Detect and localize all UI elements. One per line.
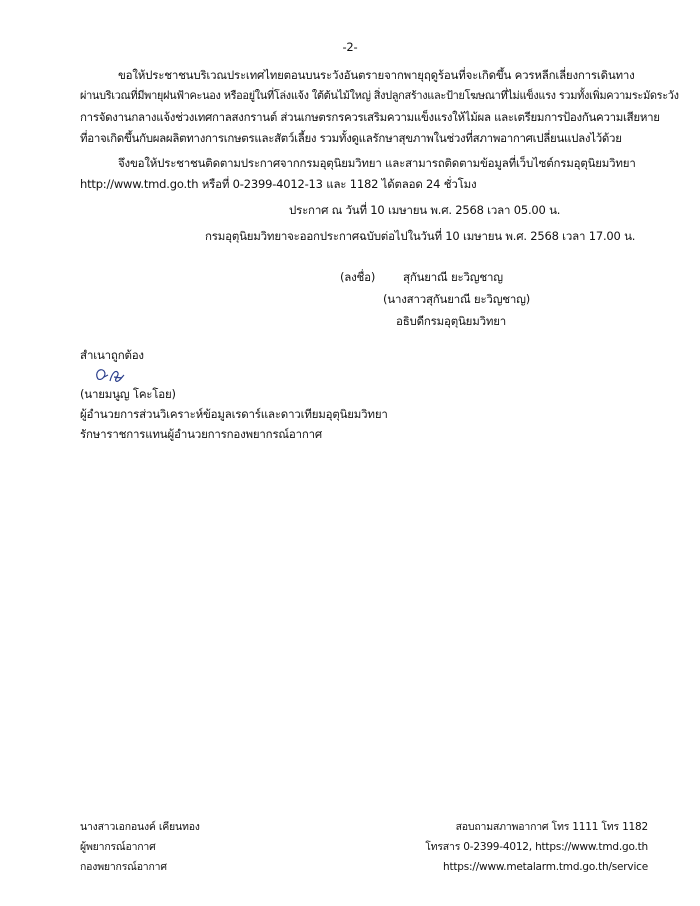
signatory-position: อธิบดีกรมอุตุนิยมวิทยา	[396, 314, 507, 328]
signatory-name: สุกันยาณี ยะวิญชาญ	[403, 270, 503, 284]
footer-right-line-3: https://www.metalarm.tmd.go.th/service	[443, 861, 648, 873]
footer-left-line-3: กองพยากรณ์อากาศ	[80, 861, 167, 873]
certified-label: สำเนาถูกต้อง	[80, 348, 144, 362]
paragraph-1-line-1: ขอให้ประชาชนบริเวณประเทศไทยตอนบนระวังอันตรายจากพายุฤดูร้อนที่จะเกิดขึ้น ควรหลีกเลี่ยงการเดินทาง	[118, 68, 635, 82]
footer-left-line-2: ผู้พยากรณ์อากาศ	[80, 841, 156, 853]
paragraph-1-line-3: การจัดงานกลางแจ้งช่วงเทศกาลสงกรานต์ ส่วนเกษตรกรควรเสริมความแข็งแรงให้ไม้ผล และเตรียมการป้องกันความเสียหาย	[80, 110, 660, 124]
certifier-position-2: รักษาราชการแทนผู้อำนวยการกองพยากรณ์อากาศ	[80, 427, 322, 441]
certifier-name: (นายมนูญ โคะโอย)	[80, 387, 176, 401]
page-number: -2-	[342, 40, 358, 54]
footer-left-line-1: นางสาวเอกอนงค์ เคียนทอง	[80, 821, 200, 833]
next-issue-notice: กรมอุตุนิยมวิทยาจะออกประกาศฉบับต่อไปในวันที่ 10 เมษายน พ.ศ. 2568 เวลา 17.00 น.	[205, 229, 636, 243]
paragraph-2-line-2: http://www.tmd.go.th หรือที่ 0-2399-4012-13 และ 1182 ได้ตลอด 24 ชั่วโมง	[80, 177, 477, 191]
footer-right-line-1: สอบถามสภาพอากาศ โทร 1111 โทร 1182	[455, 821, 648, 833]
handwritten-signature	[92, 365, 128, 387]
signatory-full-name: (นางสาวสุกันยาณี ยะวิญชาญ)	[383, 292, 531, 306]
footer-right-line-2: โทรสาร 0-2399-4012, https://www.tmd.go.th	[425, 841, 648, 853]
certifier-position-1: ผู้อำนวยการส่วนวิเคราะห์ข้อมูลเรดาร์และดาวเทียมอุตุนิยมวิทยา	[80, 407, 388, 421]
announce-date: ประกาศ ณ วันที่ 10 เมษายน พ.ศ. 2568 เวลา 05.00 น.	[289, 203, 561, 217]
paragraph-1-line-4: ที่อาจเกิดขึ้นกับผลผลิตทางการเกษตรและสัตว์เลี้ยง รวมทั้งดูแลรักษาสุขภาพในช่วงที่สภาพอากาศเปลี่ยนแปลงไว้ด้วย	[80, 131, 622, 145]
sign-label: (ลงชื่อ)	[340, 270, 376, 284]
paragraph-1-line-2: ผ่านบริเวณที่มีพายุฝนฟ้าคะนอง หรืออยู่ในที่โล่งแจ้ง ใต้ต้นไม้ใหญ่ สิ่งปลูกสร้างและป้ายโฆษณาที่ไม่แข็งแรง รวมทั้งเพิ่มความระมัดระวัง	[80, 89, 679, 102]
paragraph-2-line-1: จึงขอให้ประชาชนติดตามประกาศจากกรมอุตุนิยมวิทยา และสามารถติดตามข้อมูลที่เว็บไซต์กรมอุตุนิยมวิทยา	[118, 156, 636, 170]
